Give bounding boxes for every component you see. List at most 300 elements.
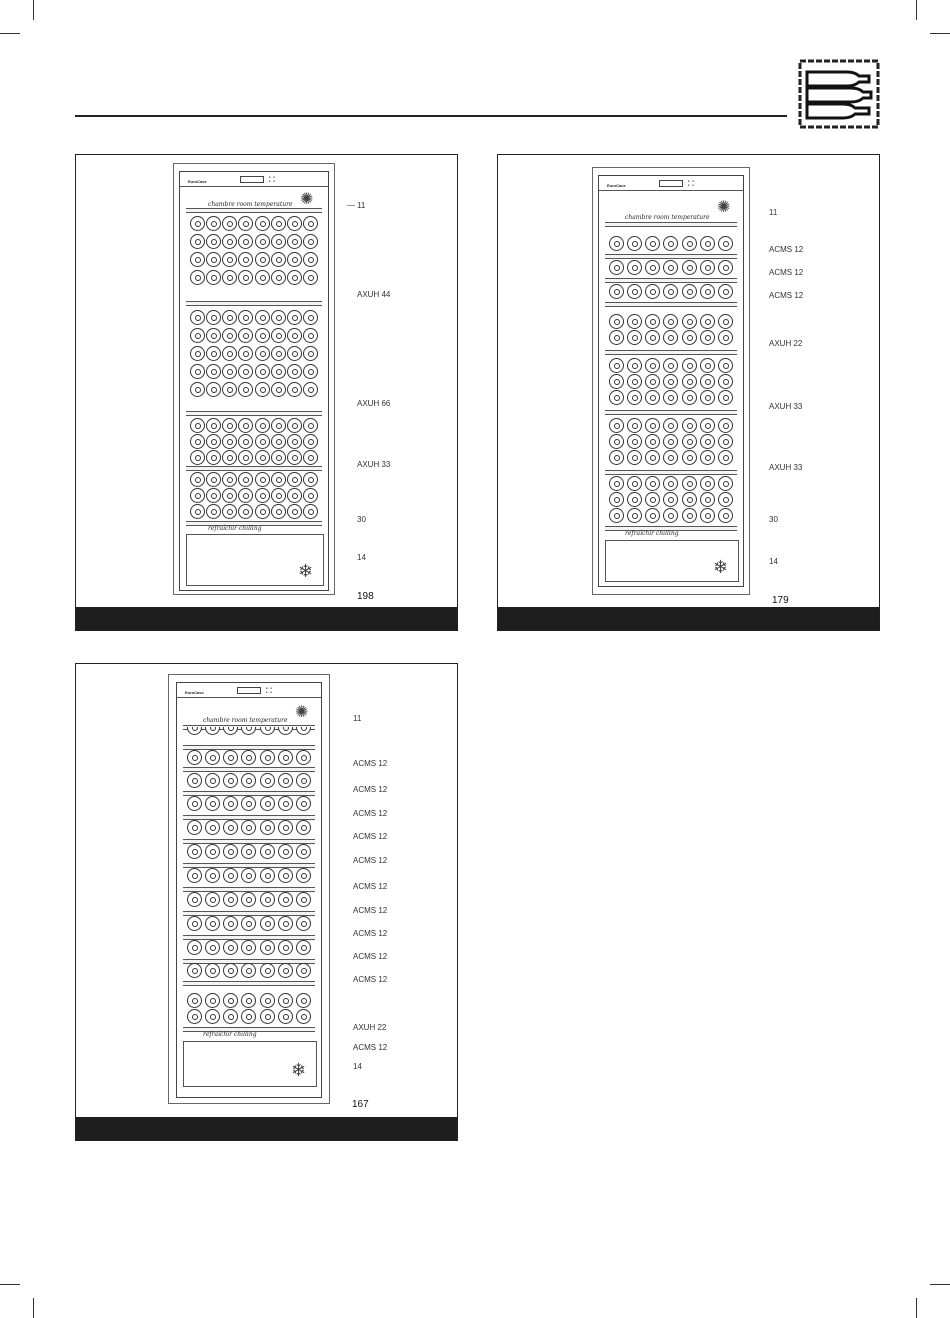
bottle [206,418,221,433]
bottle [663,314,678,329]
bottle [238,364,253,379]
bottle [682,390,697,405]
bottle-row [187,963,311,978]
bottle [241,993,256,1008]
control-display [237,687,261,694]
bottle [296,844,311,859]
bottle-row [187,773,311,788]
snowflake-icon: ❄ [298,561,314,581]
bottle [278,1009,293,1024]
shelf-label: 11 [357,201,366,210]
bottle [260,796,275,811]
bottle [287,450,302,465]
bottle [206,346,221,361]
bottle [255,504,270,519]
bottle [241,727,256,735]
bottle [205,750,220,765]
sun-icon: ✺ [717,199,731,216]
bottle [627,236,642,251]
bottle [700,476,715,491]
bottle [663,418,678,433]
bottle [205,892,220,907]
bottle [255,434,270,449]
bottle [223,868,238,883]
bottle [255,488,270,503]
bottle [718,260,733,275]
bottle [206,488,221,503]
bottle [241,940,256,955]
bottle-row [190,450,318,465]
bottle [255,346,270,361]
bottle [255,234,270,249]
bottle [682,450,697,465]
bottle [206,270,221,285]
bottle [271,234,286,249]
bottle [222,270,237,285]
shelf-label: 11 [769,208,778,217]
bottle [241,844,256,859]
bottle [271,310,286,325]
bottle [718,390,733,405]
shelf-label: AXUH 44 [357,290,391,299]
bottle-row [187,892,311,907]
brand-logo: EuroCave [185,690,204,695]
bottle [287,364,302,379]
bottle [627,508,642,523]
shelf [605,278,737,283]
bottle [190,434,205,449]
bottle [187,892,202,907]
bottle [223,940,238,955]
bottle [682,314,697,329]
shelf [186,208,322,213]
bottle [682,374,697,389]
bottle [718,476,733,491]
bottle [278,750,293,765]
bottle [682,358,697,373]
bottle [255,310,270,325]
bottle [187,940,202,955]
bottle [190,252,205,267]
bottle [206,216,221,231]
shelf-label: ACMS 12 [353,809,388,818]
crop-mark [0,1284,20,1285]
bottle [609,476,624,491]
shelf-label: AXUH 22 [769,339,803,348]
bottle [663,284,678,299]
bottle [718,418,733,433]
bottle-row [190,346,318,361]
bottle [222,310,237,325]
diagram-panel-167 [75,663,458,1141]
bottle [190,364,205,379]
bottle-row [609,450,733,465]
bottle [303,234,318,249]
bottle [187,993,202,1008]
crop-mark [930,1284,950,1285]
bottle [278,773,293,788]
bottle [260,916,275,931]
bottle [205,773,220,788]
bottle [190,504,205,519]
bottle-row [190,504,318,519]
capacity-number: 179 [772,595,789,606]
bottle [190,328,205,343]
header-rule [75,115,787,117]
bottle [260,963,275,978]
shelf [605,222,737,227]
bottle [645,418,660,433]
bottle [205,796,220,811]
bottle [682,492,697,507]
bottle [303,364,318,379]
bottle [223,820,238,835]
bottle [700,330,715,345]
bottle [609,434,624,449]
shelf-label: ACMS 12 [353,929,388,938]
bottle [645,492,660,507]
sun-icon: ✺ [295,704,309,721]
shelf-label: 14 [353,1062,362,1071]
bottle [190,216,205,231]
bottle [190,472,205,487]
shelf-label: AXUH 33 [769,463,803,472]
callout-tick [347,205,355,206]
bottle-row [187,993,311,1008]
bottle [663,476,678,491]
capacity-number: 167 [352,1099,369,1110]
bottle [271,252,286,267]
bottle [287,382,302,397]
bottle [187,916,202,931]
bottle [238,472,253,487]
bottle [700,314,715,329]
bottle [223,750,238,765]
bottle [223,844,238,859]
bottle [255,328,270,343]
bottle [627,390,642,405]
bottle [296,773,311,788]
bottle-row [609,390,733,405]
bottle [682,236,697,251]
bottle [223,993,238,1008]
bottle [206,328,221,343]
brand-logo: EuroCave [607,183,626,188]
bottle [700,260,715,275]
bottle [206,382,221,397]
bottle [609,314,624,329]
bottle [255,252,270,267]
bottle [287,270,302,285]
bottle [645,260,660,275]
bottle [260,892,275,907]
bottle [296,993,311,1008]
bottle [609,390,624,405]
bottle [187,1009,202,1024]
header-script: chambre room temperature [203,717,288,724]
bottle [271,434,286,449]
shelf [605,350,737,355]
bottle [222,382,237,397]
bottle [205,868,220,883]
bottle [303,504,318,519]
bottle [205,727,220,735]
crop-mark [916,0,917,20]
bottle [190,488,205,503]
bottle [700,390,715,405]
header-script: chambre room temperature [625,214,710,221]
bottle [700,492,715,507]
bottle [303,270,318,285]
bottle [682,260,697,275]
bottle [718,374,733,389]
bottle [206,450,221,465]
bottle [663,236,678,251]
bottle [260,844,275,859]
bottle-row [190,270,318,285]
bottle [187,963,202,978]
shelf-label: ACMS 12 [353,952,388,961]
shelf-label: ACMS 12 [353,759,388,768]
bottle-row [609,358,733,373]
capacity-number: 198 [357,591,374,602]
shelf [186,411,322,416]
bottle [627,374,642,389]
bottle [222,346,237,361]
bottle [645,284,660,299]
bottle [222,328,237,343]
bottle-row [609,260,733,275]
bottle [206,252,221,267]
shelf-label: ACMS 12 [769,291,804,300]
bottle-row [187,868,311,883]
bottle [287,234,302,249]
bottle [278,916,293,931]
bottle [241,820,256,835]
bottle [206,434,221,449]
bottle [287,252,302,267]
bottle [663,330,678,345]
shelf-label: ACMS 12 [769,268,804,277]
bottle [255,270,270,285]
control-display [659,180,683,187]
bottle [303,310,318,325]
bottle [238,434,253,449]
bottle [303,216,318,231]
bottle [303,488,318,503]
bottle [663,434,678,449]
bottle [303,328,318,343]
bottle [718,450,733,465]
bottle [206,310,221,325]
bottle [206,504,221,519]
diagram-panel-179 [497,154,880,631]
bottle [609,358,624,373]
bottle [223,796,238,811]
bottle [287,418,302,433]
bottle [645,374,660,389]
bottle [205,820,220,835]
bottle [260,773,275,788]
bottle [287,346,302,361]
bottle [645,236,660,251]
bottle [700,450,715,465]
cabinet-body [179,171,329,591]
bottle [627,418,642,433]
bottle [241,916,256,931]
bottle [271,270,286,285]
bottle [278,820,293,835]
bottle [663,508,678,523]
bottle-row [609,314,733,329]
bottle [663,374,678,389]
bottle [271,504,286,519]
bottle [238,382,253,397]
control-buttons: ⚬⚬ ⚬⚬ [687,179,696,188]
bottle [223,916,238,931]
bottle [627,358,642,373]
shelf [186,466,322,471]
shelf-label: ACMS 12 [353,882,388,891]
bottle [222,488,237,503]
shelf-label: ACMS 12 [353,832,388,841]
bottle [278,940,293,955]
bottle [260,727,275,735]
bottle [278,796,293,811]
shelf-label: ACMS 12 [769,245,804,254]
bottle [287,488,302,503]
bottle [190,382,205,397]
bottle [222,504,237,519]
bottle [296,796,311,811]
bottle [296,963,311,978]
bottle-row [187,727,311,735]
shelf-label: ACMS 12 [353,785,388,794]
bottle [645,330,660,345]
bottle [609,260,624,275]
bottle [627,434,642,449]
bottle [241,963,256,978]
bottle [296,750,311,765]
bottle [663,492,678,507]
bottle-row [609,508,733,523]
bottle [271,382,286,397]
bottle [260,868,275,883]
bottle [205,1009,220,1024]
bottle [255,382,270,397]
bottle-row [187,820,311,835]
shelf-label: 14 [769,557,778,566]
bottle [627,284,642,299]
bottle [296,940,311,955]
bottle [645,450,660,465]
bottle [627,260,642,275]
sun-icon: ✺ [300,191,314,208]
bottle [187,844,202,859]
bottle [260,993,275,1008]
bottle [190,234,205,249]
bottle [303,472,318,487]
bottle [260,1009,275,1024]
bottle [206,234,221,249]
bottle [645,508,660,523]
bottle [241,796,256,811]
bottle [187,796,202,811]
bottle [271,418,286,433]
footer-script: refraîchir chilling [625,530,679,537]
bottle [645,358,660,373]
shelf-label: 11 [353,714,362,723]
bottle [187,750,202,765]
bottle-row [190,216,318,231]
bottle [255,216,270,231]
bottle [238,270,253,285]
bottle-row [187,844,311,859]
bottle [700,374,715,389]
bottle [238,450,253,465]
bottle-row [190,234,318,249]
bottle-row [609,374,733,389]
bottle-row [609,476,733,491]
bottle [296,916,311,931]
cabinet-body [176,682,322,1098]
bottle [700,284,715,299]
bottle [287,434,302,449]
bottle [271,364,286,379]
bottle [700,418,715,433]
shelf [605,410,737,415]
bottle [645,314,660,329]
bottle [223,892,238,907]
bottle [718,492,733,507]
bottle [682,330,697,345]
bottle [205,940,220,955]
crop-mark [33,0,34,20]
bottle [187,868,202,883]
bottle [663,358,678,373]
bottle [190,418,205,433]
panel-footer-bar [76,607,457,630]
bottle [222,434,237,449]
bottle [645,476,660,491]
shelf [605,254,737,259]
bottle [627,330,642,345]
bottle [238,252,253,267]
bottle [718,358,733,373]
bottle [205,916,220,931]
bottle [303,382,318,397]
bottle [241,750,256,765]
shelf-label: 30 [769,515,778,524]
bottle [303,346,318,361]
bottle [271,488,286,503]
bottle-row [187,1009,311,1024]
bottle [278,727,293,735]
bottle [222,418,237,433]
bottle [222,364,237,379]
bottle [241,773,256,788]
shelf-label: AXUH 22 [353,1023,387,1032]
bottle [271,328,286,343]
bottle-row [190,328,318,343]
snowflake-icon: ❄ [291,1060,307,1080]
bottle [609,492,624,507]
bottle [663,390,678,405]
bottle [609,508,624,523]
shelf [605,470,737,475]
bottle [609,374,624,389]
bottle [255,472,270,487]
